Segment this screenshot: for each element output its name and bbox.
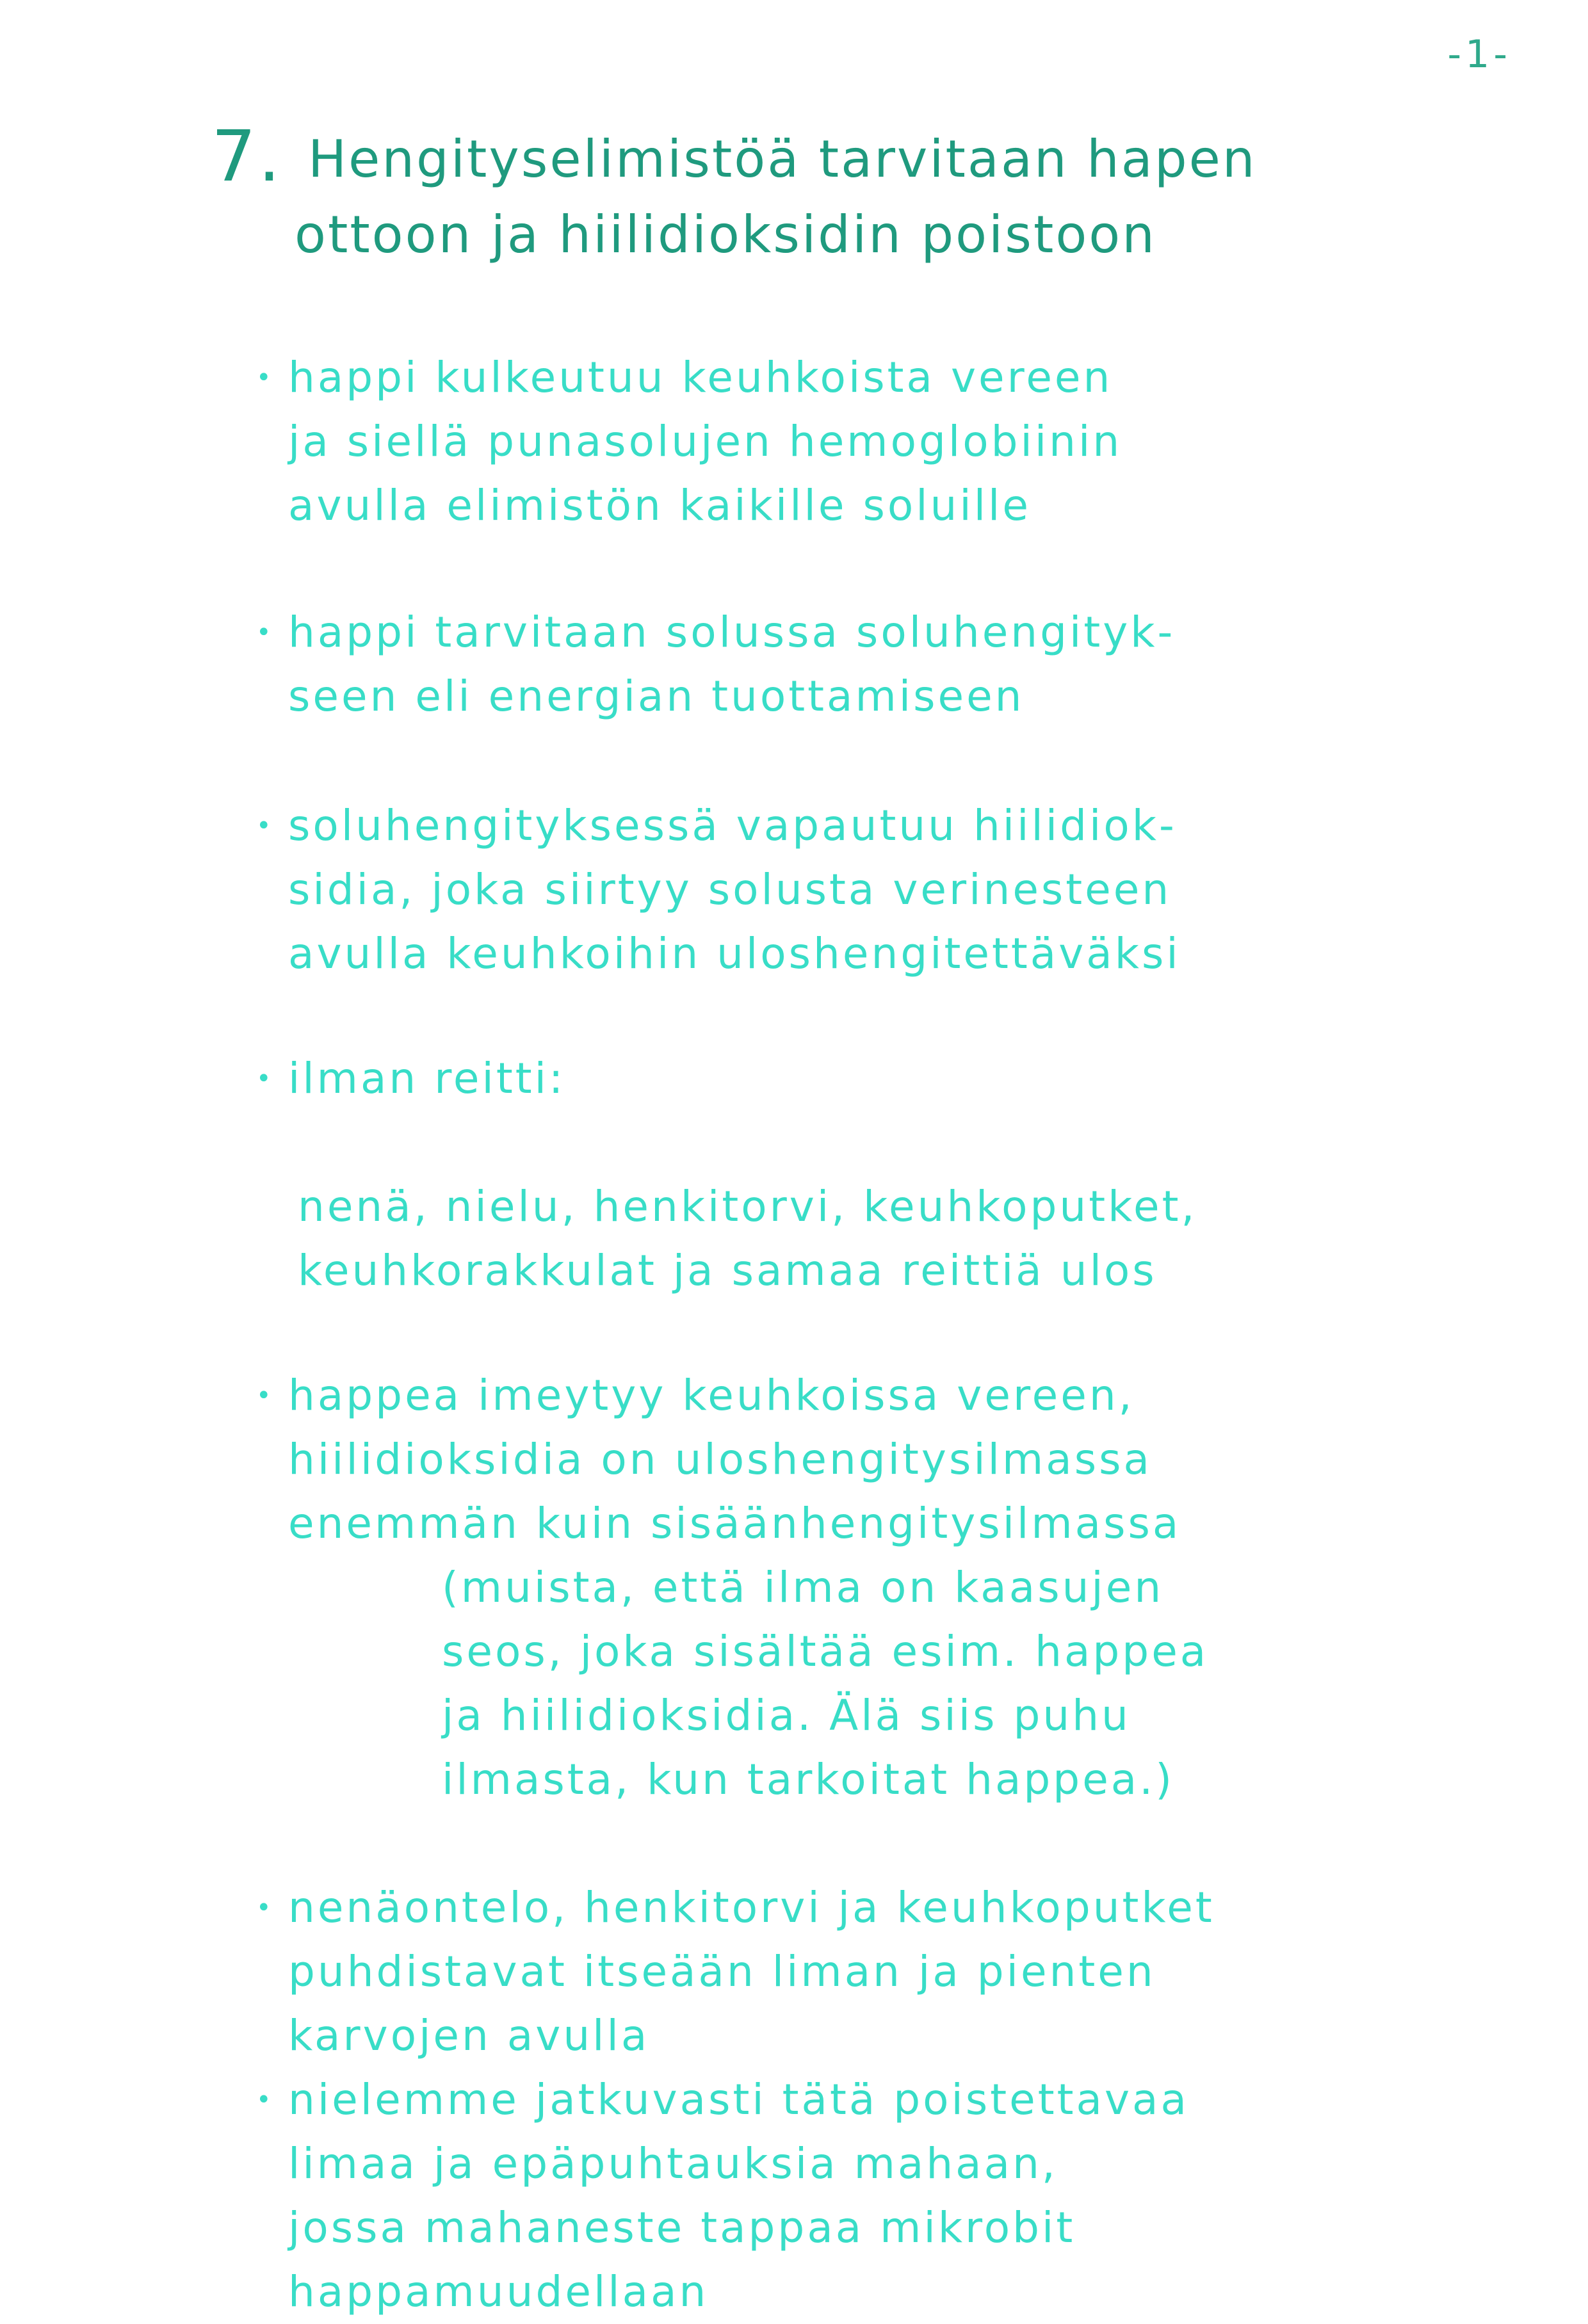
list-item-line: hiilidioksidia on uloshengitysilmassa (288, 1435, 1152, 1484)
list-item-line: • happi kulkeutuu keuhkoista vereen (288, 353, 1113, 402)
note-line: (muista, että ilma on kaasujen (442, 1563, 1164, 1612)
route-description (256, 1175, 1511, 1303)
heading (211, 115, 1428, 273)
heading-number: 7. (211, 115, 282, 197)
note-line: seos, joka sisältää esim. happea (442, 1627, 1209, 1676)
heading-line-1: Hengityselimistöä tarvitaan hapen (307, 129, 1257, 189)
heading-line-2: ottoon ja hiilidioksidin poistoon (295, 205, 1156, 264)
page-number: -1- (1447, 32, 1511, 77)
list-item-line: sidia, joka siirtyy solusta verinesteen (288, 865, 1172, 914)
list-item-line: avulla elimistön kaikille soluille (288, 481, 1031, 530)
list-item-line: • nenäontelo, henkitorvi ja keuhkoputket (288, 1883, 1215, 1932)
list-item (256, 1876, 1511, 2068)
list-item-line: puhdistavat itseään liman ja pienten (288, 1947, 1156, 1996)
list-item-line: • happea imeytyy keuhkoissa vereen, (288, 1371, 1135, 1420)
list-item-line: seen eli energian tuottamiseen (288, 672, 1025, 721)
route-line: keuhkorakkulat ja samaa reittiä ulos (298, 1246, 1157, 1295)
list-item-line: karvojen avulla (288, 2011, 650, 2060)
note-aside (288, 1556, 1511, 1812)
list-item-line: • ilman reitti: (288, 1054, 566, 1103)
list-item-line: avulla keuhkoihin uloshengitettäväksi (288, 929, 1181, 978)
list-item-line: • nielemme jatkuvasti tätä poistettavaa (288, 2075, 1189, 2124)
note-line: ja hiilidioksidia. Älä siis puhu (442, 1691, 1131, 1740)
list-item-line: limaa ja epäpuhtauksia mahaan, (288, 2139, 1058, 2188)
list-item-line: jossa mahaneste tappaa mikrobit (288, 2203, 1076, 2252)
list-item-line: happamuudellaan (288, 2267, 709, 2316)
route-line: nenä, nielu, henkitorvi, keuhkoputket, (298, 1182, 1197, 1231)
list-item (256, 601, 1511, 729)
list-item-line: enemmän kuin sisäänhengitysilmassa (288, 1499, 1181, 1548)
list-item (256, 1047, 1511, 1111)
note-line: ilmasta, kun tarkoitat happea.) (442, 1755, 1174, 1804)
notes-list (256, 346, 1511, 2324)
list-item (256, 794, 1511, 986)
list-item-line: • soluhengityksessä vapautuu hiilidiok- (288, 801, 1177, 850)
list-item-line: • happi tarvitaan solussa soluhengityk- (288, 608, 1176, 657)
list-item (256, 346, 1511, 538)
list-item-line: ja siellä punasolujen hemoglobiinin (288, 417, 1122, 466)
list-item (256, 2068, 1511, 2324)
list-item (256, 1364, 1511, 1812)
